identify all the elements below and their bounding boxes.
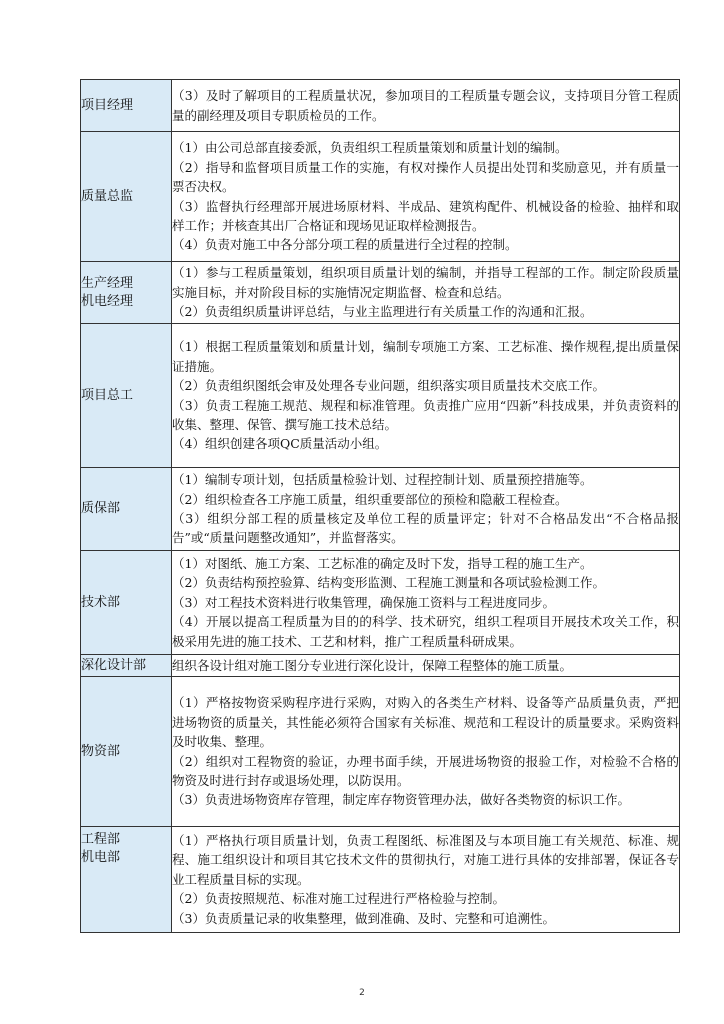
- role-cell: [81, 827, 172, 933]
- duty-cell: [172, 827, 680, 933]
- role-name: 工程部: [81, 832, 121, 847]
- table-row: [81, 677, 680, 827]
- role-name: 项目总工: [81, 387, 134, 403]
- page-number: 2: [359, 988, 365, 998]
- role-name: 机电部: [81, 850, 121, 865]
- duty-cell: [172, 677, 680, 827]
- duty-item: （4）负责对施工中各分部分项工程的质量进行全过程的控制。: [172, 237, 518, 253]
- role-name: 技术部: [81, 594, 121, 610]
- duty-cell: [172, 132, 680, 262]
- role-cell: [81, 677, 172, 827]
- role-name: 项目经理: [81, 97, 134, 113]
- duty-item: （1）对图纸、施工方案、工艺标准的确定及时下发，指导工程的施工生产。: [172, 555, 593, 571]
- role-cell: [81, 468, 172, 551]
- table-row: [81, 551, 680, 655]
- role-cell: [81, 655, 172, 677]
- duty-item: （3）组织分部工程的质量核定及单位工程的质量评定；针对不合格品发出“不合格品报告”或“质量问题整改通知”，并监督落实。: [172, 511, 679, 546]
- table-row: [81, 324, 680, 468]
- table-row: [81, 468, 680, 551]
- duty-item: （2）组织对工程物资的验证，办理书面手续，开展进场物资的报验工作，对检验不合格的物资及时进行封存或退场处理，以防误用。: [172, 753, 679, 788]
- table-row: [81, 655, 680, 677]
- role-cell: [81, 551, 172, 655]
- table-row: [81, 80, 680, 132]
- role-name: 生产经理: [81, 275, 134, 291]
- role-cell: [81, 80, 172, 132]
- duty-item: （2）负责按照规范、标准对施工过程进行严格检验与控制。: [172, 891, 505, 907]
- role-name: 物资部: [81, 743, 121, 759]
- duty-cell: [172, 468, 680, 551]
- table-row: [81, 827, 680, 933]
- duty-item: （1）严格执行项目质量计划，负责工程图纸、标准图及与本项目施工有关规范、标准、规程、施工组织设计和项目其它技术文件的贯彻执行，对施工进行具体的安排部署，保证各专业工程质量目标的实现。: [172, 832, 679, 887]
- duty-item: （1）编制专项计划，包括质量检验计划、过程控制计划、质量预控措施等。: [172, 472, 593, 488]
- duty-item: （1）严格按物资采购程序进行采购，对购入的各类生产材料、设备等产品质量负责，严把进场物资的质量关，其性能必须符合国家有关标准、规范和工程设计的质量要求。采购资料及时收集、整理。: [172, 695, 679, 750]
- duty-item: （2）组织检查各工序施工质量，组织重要部位的预检和隐蔽工程检查。: [172, 491, 568, 507]
- duty-item: （2）负责组织质量讲评总结，与业主监理进行有关质量工作的沟通和汇报。: [172, 304, 593, 320]
- duty-item: （1）根据工程质量策划和质量计划，编制专项施工方案、工艺标准、操作规程,提出质量保证措施。: [172, 339, 679, 374]
- duty-item: （3）负责工程施工规范、规程和标准管理。负责推广应用“四新”科技成果，并负责资料的收集、整理、保管、撰写施工技术总结。: [172, 397, 679, 432]
- duty-item: （4）开展以提高工程质量为目的的科学、技术研究，组织工程项目开展技术攻关工作，积极采用先进的施工技术、工艺和材料，推广工程质量科研成果。: [172, 614, 679, 649]
- duty-item: （4）组织创建各项QC质量活动小组。: [172, 436, 388, 452]
- duty-item: 组织各设计组对施工图分专业进行深化设计，保障工程整体的施工质量。: [172, 657, 573, 673]
- table-row: [81, 132, 680, 262]
- duty-item: （3）负责进场物资库存管理，制定库存物资管理办法，做好各类物资的标识工作。: [172, 792, 630, 808]
- role-cell: [81, 132, 172, 262]
- duty-cell: [172, 655, 680, 677]
- duty-item: （2）负责组织图纸会审及处理各专业问题，组织落实项目质量技术交底工作。: [172, 378, 605, 394]
- duty-item: （3）负责质量记录的收集整理，做到准确、及时、完整和可追溯性。: [172, 910, 555, 926]
- table-row: [81, 262, 680, 324]
- responsibility-table: [80, 79, 680, 933]
- duty-item: （3）对工程技术资料进行收集管理，确保施工资料与工程进度同步。: [172, 594, 555, 610]
- role-name: 机电经理: [81, 293, 134, 309]
- duty-item: （3）及时了解项目的工程质量状况，参加项目的工程质量专题会议，支持项目分管工程质量的副经理及项目专职质检员的工作。: [172, 88, 679, 123]
- duty-item: （2）指导和监督项目质量工作的实施，有权对操作人员提出处罚和奖励意见，并有质量一票否决权。: [172, 159, 679, 195]
- duty-item: （1）参与工程质量策划，组织项目质量计划的编制，并指导工程部的工作。制定阶段质量实施目标，并对阶段目标的实施情况定期监督、检查和总结。: [172, 265, 679, 300]
- duty-item: （3）监督执行经理部开展进场原材料、半成品、建筑构配件、机械设备的检验、抽样和取样工作；并核查其出厂合格证和现场见证取样检测报告。: [172, 198, 679, 233]
- role-cell: [81, 324, 172, 468]
- role-name: 深化设计部: [81, 657, 147, 673]
- duty-cell: [172, 262, 680, 324]
- role-name: 质保部: [81, 501, 121, 516]
- duty-item: （1）由公司总部直接委派，负责组织工程质量策划和质量计划的编制。: [172, 140, 568, 156]
- duty-cell: [172, 80, 680, 132]
- duty-cell: [172, 324, 680, 468]
- duty-cell: [172, 551, 680, 655]
- role-cell: [81, 262, 172, 324]
- duty-item: （2）负责结构预控验算、结构变形监测、工程施工测量和各项试验检测工作。: [172, 575, 605, 591]
- role-name: 质量总监: [81, 188, 134, 204]
